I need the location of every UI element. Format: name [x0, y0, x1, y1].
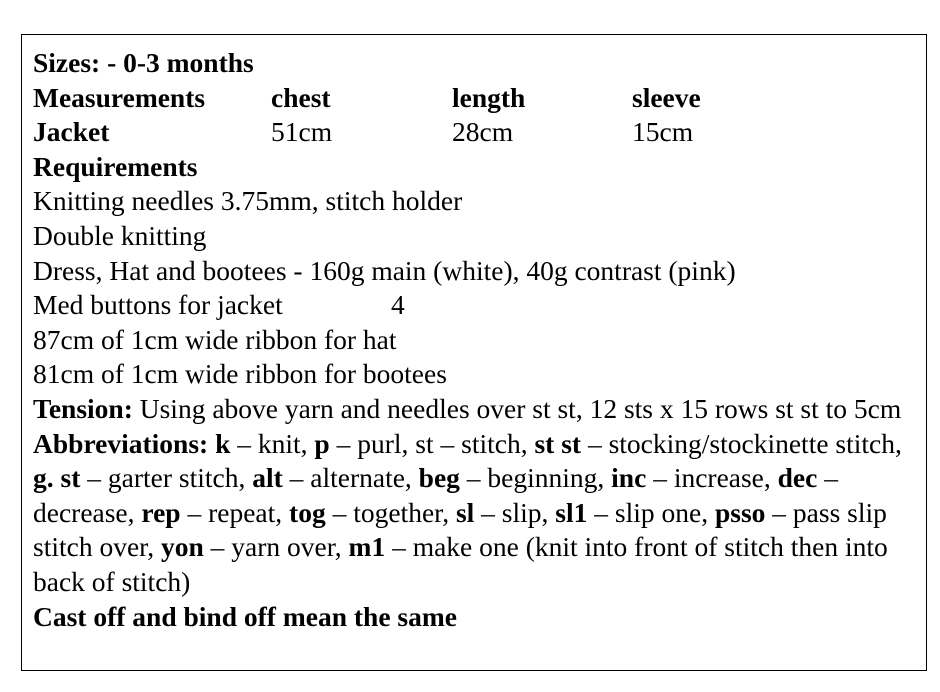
abbreviation-term: inc [611, 462, 647, 494]
tension-text: Using above yarn and needles over st st, 12 sts x 15 rows st st to 5cm [132, 392, 902, 424]
abbreviation-definition: – alternate, [282, 462, 419, 494]
ribbon-bootees-line: 81cm of 1cm wide ribbon for bootees [33, 358, 447, 390]
length-header: length [452, 81, 526, 113]
jacket-sleeve-value: 15cm [632, 116, 694, 148]
abbreviation-term: yon [160, 531, 204, 563]
abbreviation-term: sl1 [555, 496, 588, 528]
buttons-label: Med buttons for jacket [33, 289, 283, 321]
needles-line: Knitting needles 3.75mm, stitch holder [33, 185, 463, 217]
abbreviation-definition: – together, [325, 496, 456, 528]
jacket-length-value: 28cm [452, 116, 514, 148]
abbreviation-definition: – increase, [646, 462, 778, 494]
jacket-chest-value: 51cm [271, 116, 333, 148]
jacket-measurements-row [33, 115, 913, 150]
abbreviation-definition: – beginning, [459, 462, 612, 494]
abbreviation-definition: – slip, [474, 496, 556, 528]
abbreviation-term: g. st [33, 462, 81, 494]
footer-note: Cast off and bind off mean the same [33, 600, 457, 632]
abbreviation-definition: – pass slip stitch over, [33, 496, 887, 563]
ribbon-hat-line: 87cm of 1cm wide ribbon for hat [33, 323, 397, 355]
abbreviation-term: p [314, 427, 330, 459]
abbreviation-term: psso [714, 496, 766, 528]
abbreviation-term: alt [252, 462, 283, 494]
buttons-line [33, 288, 913, 323]
abbreviation-term: rep [141, 496, 181, 528]
abbreviation-definition: – knit, [230, 427, 315, 459]
requirements-heading: Requirements [33, 150, 198, 182]
abbreviations-label: Abbreviations: [33, 427, 209, 459]
abbreviation-term: st st [534, 427, 582, 459]
abbreviation-definition: – stitch, [433, 427, 535, 459]
abbreviation-definition: – make one (knit into front of stitch then into back of stitch) [33, 531, 888, 597]
abbreviation-definition: – yarn over, [203, 531, 349, 563]
abbreviation-definition: – repeat, [180, 496, 290, 528]
chest-header: chest [271, 81, 331, 113]
abbreviation-term: m1 [348, 531, 386, 563]
abbreviation-term: dec [777, 462, 818, 494]
sleeve-header: sleeve [632, 81, 701, 113]
measurements-header-row [33, 81, 913, 116]
sizes-line [33, 46, 913, 81]
abbreviation-definition: – decrease, [33, 462, 838, 528]
tension-paragraph [33, 392, 913, 427]
abbreviation-definition: – slip one, [587, 496, 715, 528]
abbreviation-term: st [415, 427, 434, 459]
abbreviation-definition: – stocking/stockinette stitch, [581, 427, 902, 459]
buttons-count: 4 [391, 289, 405, 321]
abbreviation-term: beg [418, 462, 460, 494]
abbreviation-definition: – garter stitch, [80, 462, 253, 494]
measurements-label: Measurements [33, 81, 206, 113]
tension-label: Tension: [33, 392, 133, 424]
abbreviation-term: tog [289, 496, 326, 528]
abbreviation-term: sl [455, 496, 475, 528]
yarn-line: Double knitting [33, 219, 207, 251]
footer-note-line [33, 600, 913, 635]
requirements-heading-line [33, 150, 913, 185]
abbreviation-definition: – purl, [329, 427, 416, 459]
sizes-text: Sizes: - 0-3 months [33, 47, 254, 78]
abbreviations-paragraph [33, 427, 913, 600]
abbreviation-term: k [215, 427, 231, 459]
pattern-info-content [33, 46, 913, 634]
quantities-line: Dress, Hat and bootees - 160g main (white), 40g contrast (pink) [33, 254, 736, 286]
jacket-label: Jacket [33, 116, 110, 148]
